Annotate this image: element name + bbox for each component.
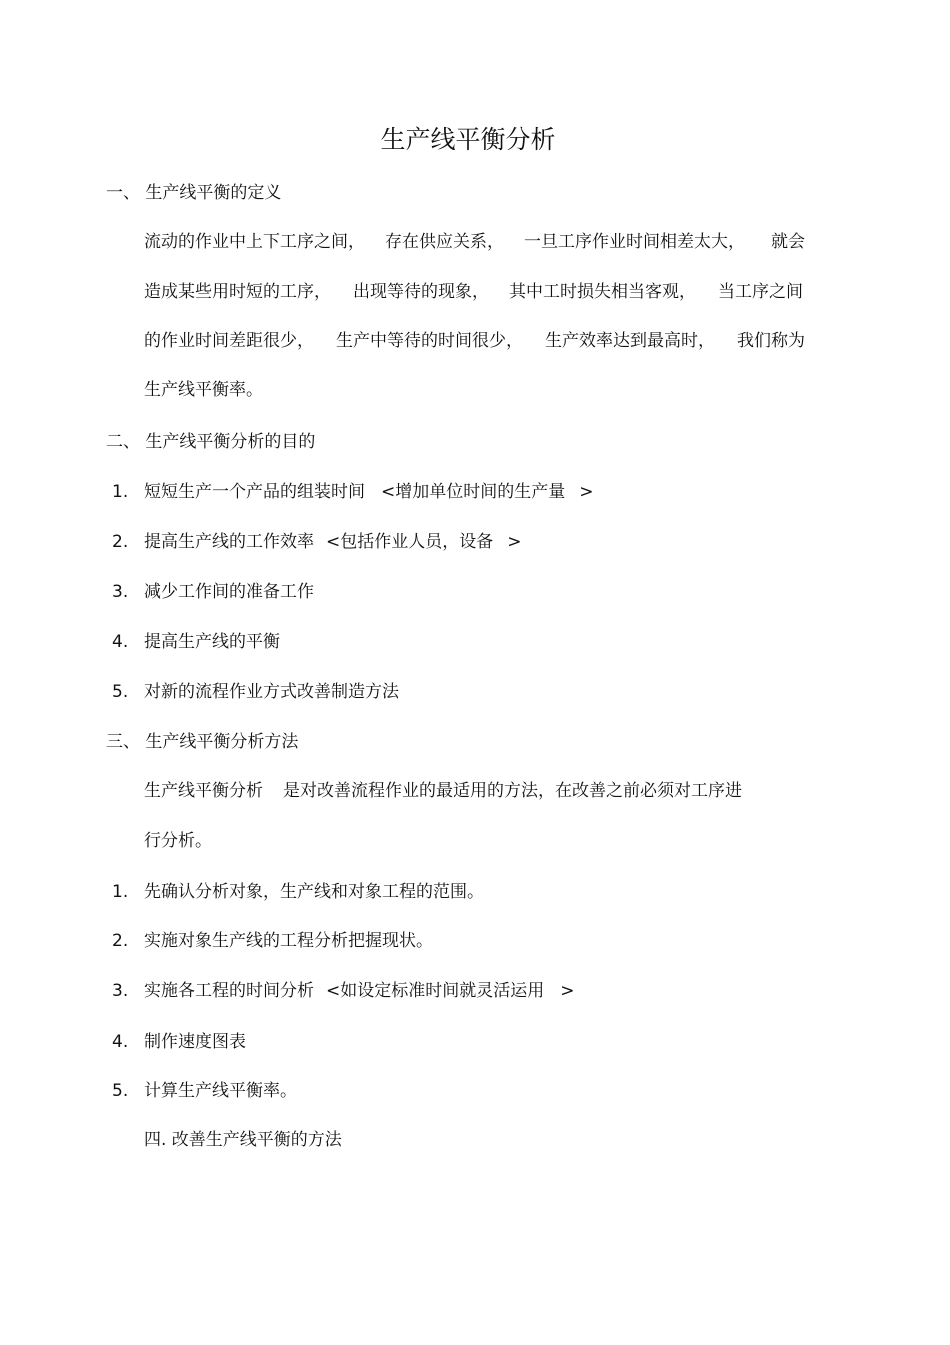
text-segment: 其中工时损失相当客观，	[509, 282, 696, 302]
list-number: 5.	[112, 682, 129, 702]
list-note-close: >	[560, 981, 575, 1001]
list-item-text-row	[144, 979, 575, 1003]
list-text: 先确认分析对象，生产线和对象工程的范围。	[144, 882, 484, 902]
list-number: 4.	[112, 1032, 129, 1052]
paragraph-line	[144, 230, 805, 254]
list-note: <包括作业人员，设备	[326, 532, 494, 552]
list-number: 1.	[112, 882, 129, 902]
list-number: 4.	[112, 632, 129, 652]
list-text: 提高生产线的工作效率	[144, 532, 314, 552]
text-segment: 生产中等待的时间很少，	[336, 331, 523, 351]
list-text: 减少工作间的准备工作	[144, 582, 314, 602]
list-note-close: >	[579, 482, 594, 502]
list-number: 5.	[112, 1081, 129, 1101]
list-number: 3.	[112, 981, 129, 1001]
text-segment: 出现等待的现象，	[353, 282, 489, 302]
page-title: 生产线平衡分析	[380, 125, 556, 154]
paragraph-line	[144, 280, 803, 304]
text-segment: 一旦工序作业时间相差太大，	[524, 232, 745, 252]
list-number: 1.	[112, 482, 129, 502]
paragraph-line	[144, 779, 742, 803]
section-heading-definition: 一、 生产线平衡的定义	[106, 183, 282, 203]
text-segment: 生产线平衡分析	[144, 781, 263, 801]
text-segment: 存在供应关系，	[385, 232, 504, 252]
section-heading-improve: 四. 改善生产线平衡的方法	[144, 1130, 342, 1150]
paragraph-line	[144, 329, 805, 353]
text-segment: 就会	[771, 232, 805, 252]
list-text: 提高生产线的平衡	[144, 632, 280, 652]
text-segment: 我们称为	[737, 331, 805, 351]
paragraph-line: 行分析。	[144, 831, 212, 851]
section-heading-method: 三、 生产线平衡分析方法	[106, 732, 299, 752]
list-item-text-row	[144, 480, 594, 504]
list-text: 实施对象生产线的工程分析把握现状。	[144, 931, 433, 951]
text-segment: 的作业时间差距很少，	[144, 331, 314, 351]
list-number: 2.	[112, 532, 129, 552]
text-segment: 造成某些用时短的工序，	[144, 282, 331, 302]
list-number: 3.	[112, 582, 129, 602]
list-note-close: >	[507, 532, 522, 552]
text-segment: 生产效率达到最高时，	[545, 331, 715, 351]
list-note: <增加单位时间的生产量	[381, 482, 566, 502]
list-text: 对新的流程作业方式改善制造方法	[144, 682, 399, 702]
list-text: 实施各工程的时间分析	[144, 981, 314, 1001]
text-segment: 当工序之间	[718, 282, 803, 302]
list-number: 2.	[112, 931, 129, 951]
paragraph-line: 生产线平衡率。	[144, 380, 263, 400]
text-segment: 是对改善流程作业的最适用的方法，在改善之前必须对工序进	[283, 781, 742, 801]
text-segment: 流动的作业中上下工序之间，	[144, 232, 365, 252]
list-item-text-row	[144, 530, 522, 554]
list-text: 计算生产线平衡率。	[144, 1081, 297, 1101]
list-text: 制作速度图表	[144, 1032, 246, 1052]
list-note: <如设定标准时间就灵活运用	[326, 981, 545, 1001]
list-text: 短短生产一个产品的组装时间	[144, 482, 365, 502]
section-heading-purpose: 二、 生产线平衡分析的目的	[106, 432, 316, 452]
